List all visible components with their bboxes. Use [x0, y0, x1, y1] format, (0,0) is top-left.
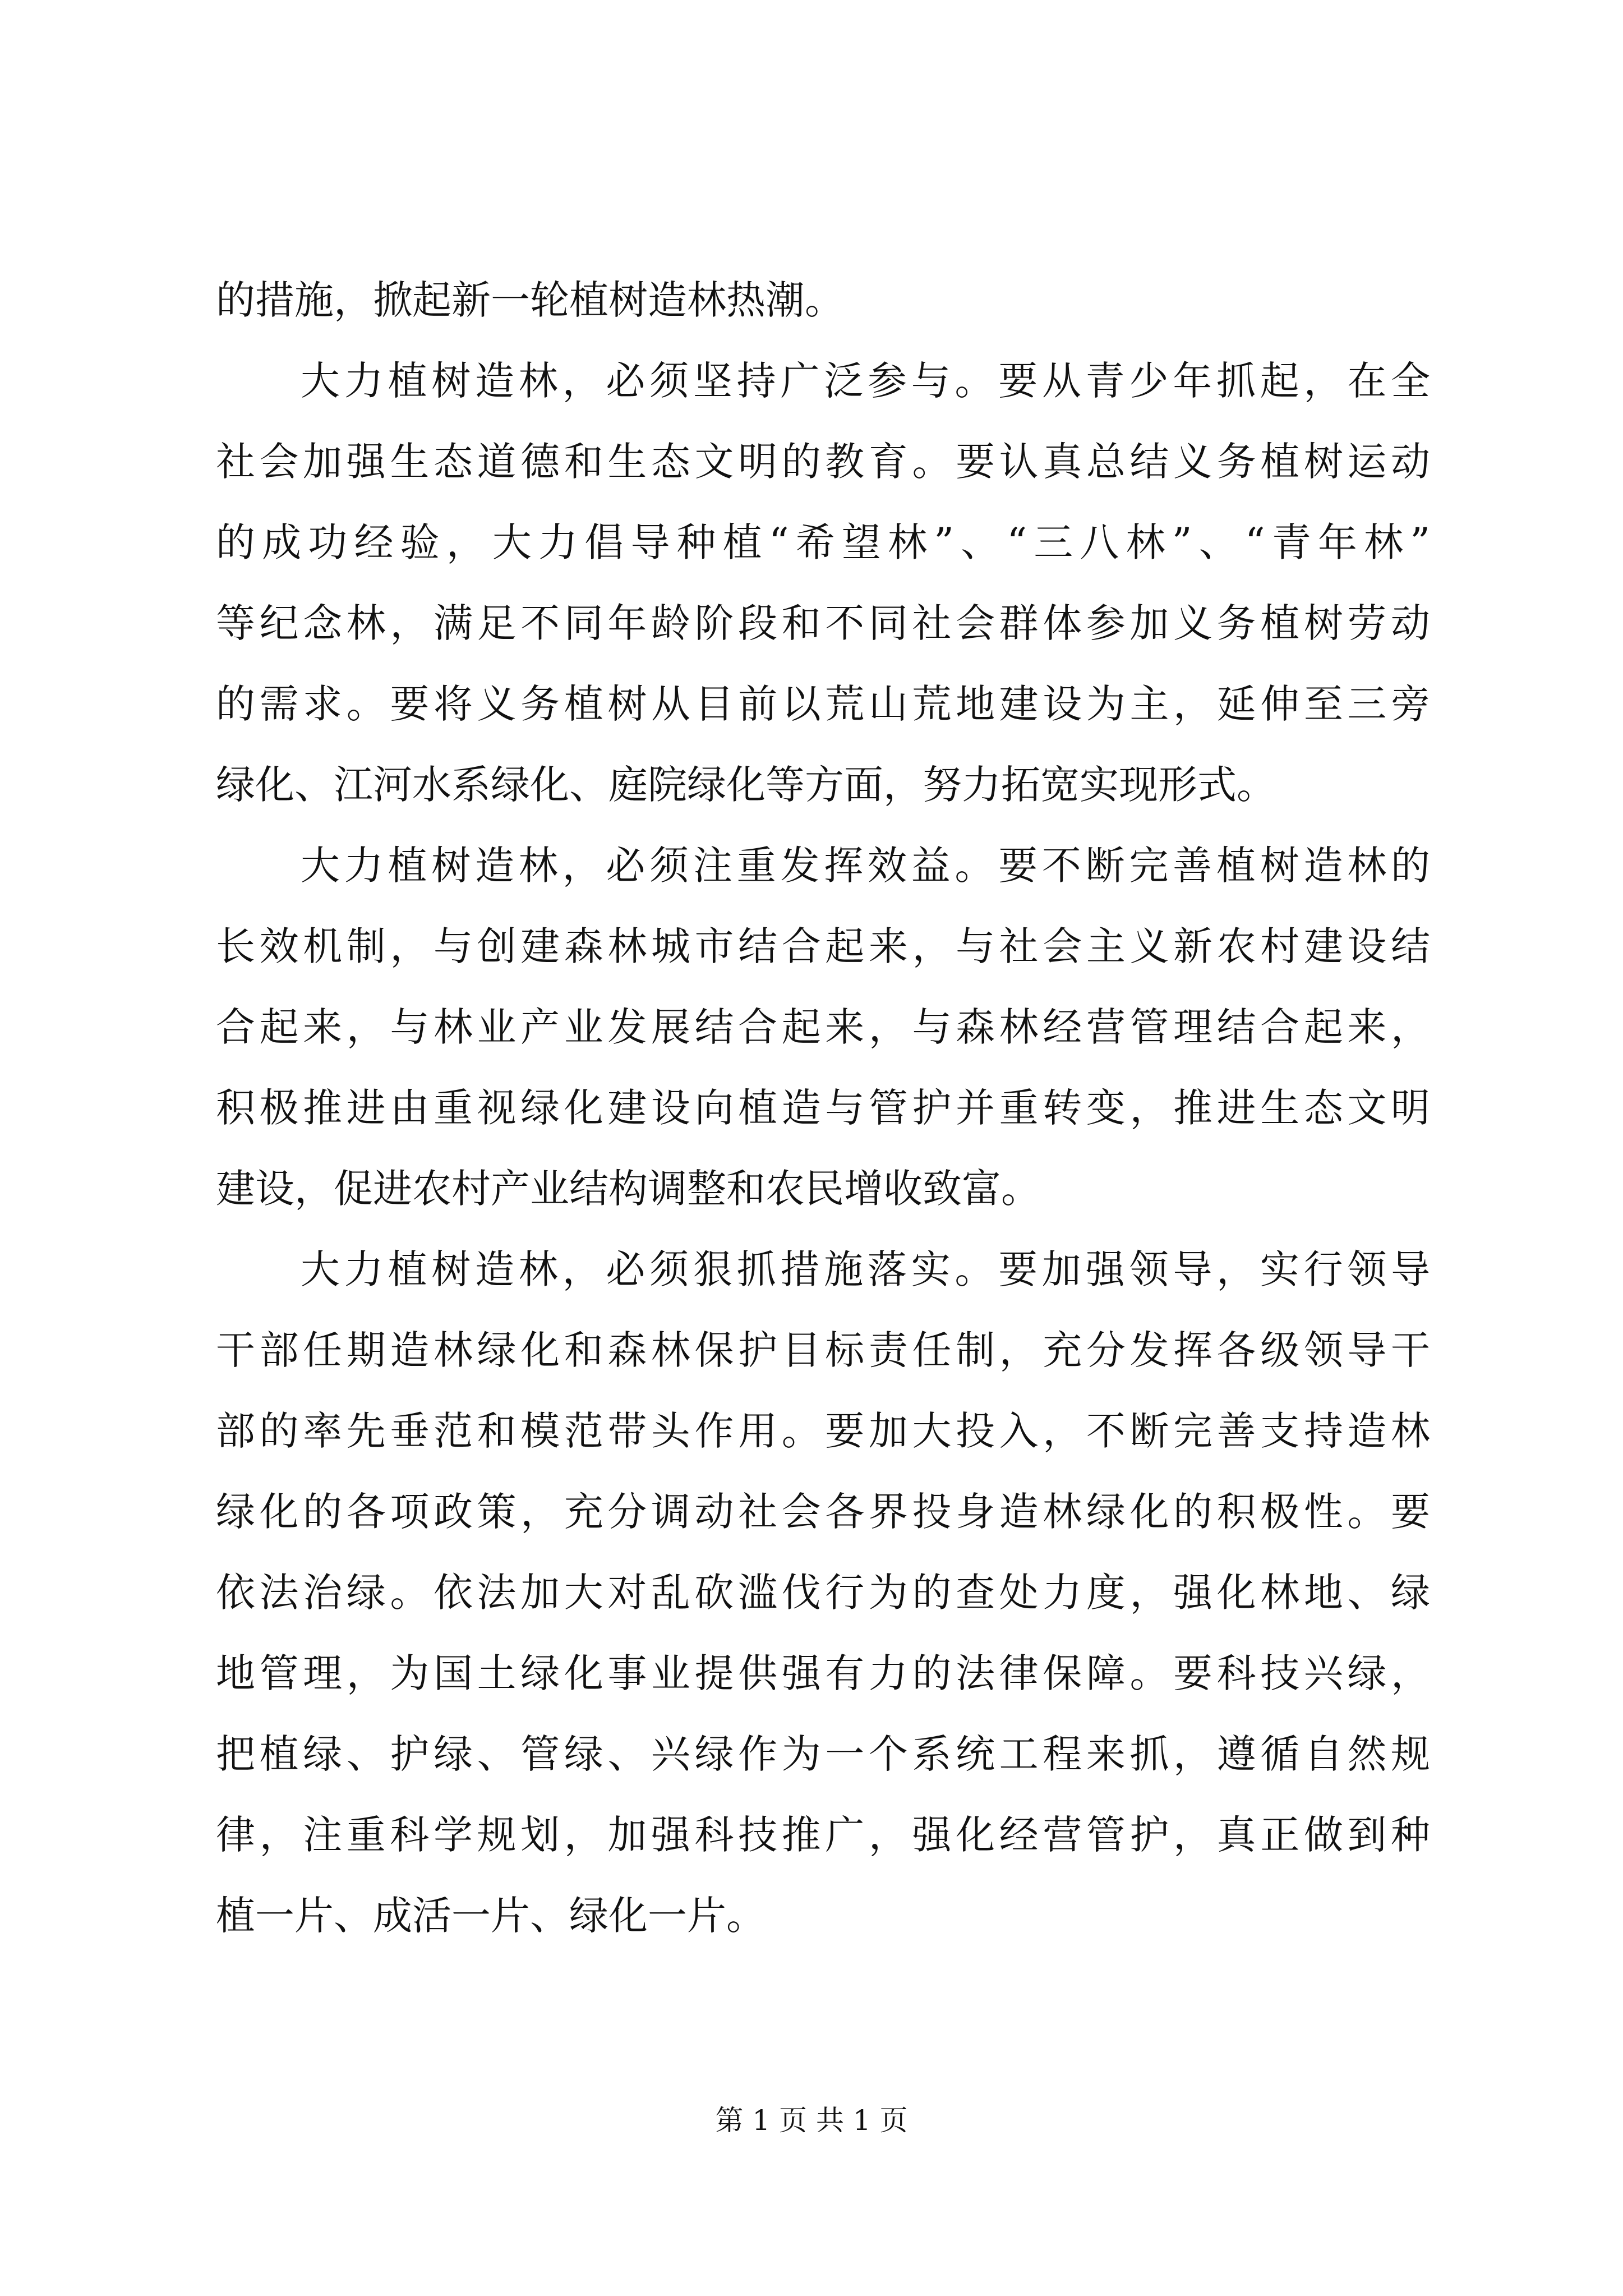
document-body [216, 260, 1430, 1956]
text-line: 积极推进由重视绿化建设向植造与管护并重转变，推进生态文明 [216, 1085, 1430, 1131]
paragraph-first-line: 大力植树造林，必须狠抓措施落实。要加强领导，实行领导 [301, 1246, 1430, 1292]
text-line: 部的率先垂范和模范带头作用。要加大投入，不断完善支持造林 [216, 1408, 1430, 1454]
text-line: 地管理，为国土绿化事业提供强有力的法律保障。要科技兴绿， [216, 1650, 1430, 1696]
text-line: 绿化的各项政策，充分调动社会各界投身造林绿化的积极性。要 [216, 1489, 1430, 1535]
text-line: 社会加强生态道德和生态文明的教育。要认真总结义务植树运动 [216, 439, 1430, 485]
text-line: 把植绿、护绿、管绿、兴绿作为一个系统工程来抓，遵循自然规 [216, 1731, 1430, 1777]
text-line: 建设，促进农村产业结构调整和农民增收致富。 [216, 1166, 1040, 1212]
text-line: 的需求。要将义务植树从目前以荒山荒地建设为主，延伸至三旁 [216, 681, 1430, 727]
text-line: 依法治绿。依法加大对乱砍滥伐行为的查处力度，强化林地、绿 [216, 1570, 1430, 1616]
paragraph-first-line: 大力植树造林，必须注重发挥效益。要不断完善植树造林的 [301, 843, 1430, 889]
paragraph-first-line: 大力植树造林，必须坚持广泛参与。要从青少年抓起，在全 [301, 358, 1430, 404]
text-line: 长效机制，与创建森林城市结合起来，与社会主义新农村建设结 [216, 923, 1430, 969]
text-line: 等纪念林，满足不同年龄阶段和不同社会群体参加义务植树劳动 [216, 600, 1430, 646]
text-line: 植一片、成活一片、绿化一片。 [216, 1893, 766, 1939]
text-line: 律，注重科学规划，加强科技推广，强化经营管护，真正做到种 [216, 1812, 1430, 1858]
page-footer: 第 1 页 共 1 页 [715, 2104, 908, 2137]
text-line: 的措施，掀起新一轮植树造林热潮。 [216, 277, 844, 323]
text-line: 绿化、江河水系绿化、庭院绿化等方面，努力拓宽实现形式。 [216, 762, 1276, 808]
text-line: 合起来，与林业产业发展结合起来，与森林经营管理结合起来， [216, 1004, 1430, 1050]
text-line: 干部任期造林绿化和森林保护目标责任制，充分发挥各级领导干 [216, 1327, 1430, 1373]
text-line: 的成功经验，大力倡导种植“希望林”、“三八林”、“青年林” [216, 519, 1430, 565]
